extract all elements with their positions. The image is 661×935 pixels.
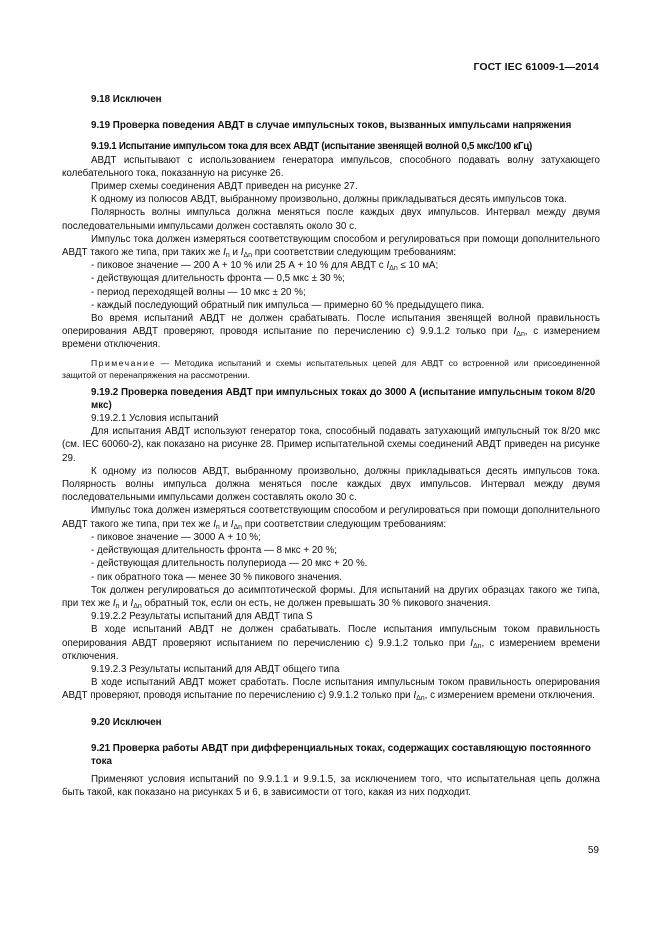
list-item: - действующая длительность фронта — 0,5 мкс ± 30 %;	[91, 273, 345, 285]
section-9-19-2-heading: 9.19.2 Проверка поведения АВДТ при импульсных токах до 3000 А (испытание импульсным током 8/20 мкс)	[91, 386, 596, 411]
paragraph: Применяют условия испытаний по 9.9.1.1 и 9.9.1.5, за исключением того, что испытательная цепь должна быть такой, как показано на рисунках 5 и 6, в зависимости от того, какая из них подходит.	[62, 774, 600, 799]
note-label: Примечание	[91, 357, 156, 368]
section-9-18-heading: 9.18 Исключен	[91, 94, 162, 105]
list-item: - пик обратного тока — менее 30 % пикового значения.	[91, 571, 342, 583]
note: Примечание — Методика испытаний и схемы испытательных цепей для АВДТ со встроенной или присоединенной защитой от перенапряжения на рассмотрении.	[62, 357, 600, 380]
document-body	[62, 93, 600, 800]
page-number: 59	[587, 845, 599, 856]
list-item: - пиковое значение — 3000 А + 10 %;	[91, 531, 261, 543]
subsection-heading: 9.19.2.2 Результаты испытаний для АВДТ типа S	[91, 611, 313, 623]
subsection-heading: 9.19.2.1 Условия испытаний	[91, 413, 219, 425]
paragraph: Полярность волны импульса должна меняться после каждых двух импульсов. Интервал между двумя последовательными импульсами должен составлять около 30 с.	[62, 207, 600, 232]
paragraph: В ходе испытаний АВДТ не должен срабатывать. После испытания импульсным током правильность оперирования АВДТ проверяют испытанием по перечислению c) 9.9.1.2 только при $I_{\Delta n}$, с измерением времени отключения.	[62, 624, 600, 662]
subsection-heading: 9.19.2.3 Результаты испытаний для АВДТ общего типа	[91, 663, 340, 675]
paragraph: АВДТ испытывают с использованием генератора импульсов, способного подавать волну затухающего колебательного тока, показанную на рисунке 26.	[62, 154, 600, 179]
paragraph: Ток должен регулироваться до асимптотической формы. Для испытаний на других образцах такого же типа, при тех же $I_n$ и $I_{\Delta n}$ обратный ток, если он есть, не должен превышать 30 % пикового значения.	[62, 584, 600, 610]
list-item: - пиковое значение — 200 А + 10 % или 25 А + 10 % для АВДТ с $I_{\Delta n} \le 10$ мА;	[91, 260, 439, 273]
list-item: - действующая длительность полупериода — 20 мкс + 20 %.	[91, 558, 368, 570]
section-9-20-heading: 9.20 Исключен	[91, 716, 162, 728]
document-header: ГОСТ IEC 61009-1—2014	[473, 61, 599, 73]
section-9-19-heading: 9.19 Проверка поведения АВДТ в случае импульсных токов, вызванных импульсами напряжения	[91, 120, 572, 132]
paragraph: К одному из полюсов АВДТ, выбранному произвольно, должны прикладываться десять импульсов тока. Полярность волны импульса должна меняться после каждых двух импульсов. Интервал между двумя последовательными импульсами должен составлять около 30 с.	[62, 465, 600, 504]
paragraph: Во время испытаний АВДТ не должен срабатывать. После испытания звенящей волной правильность оперирования АВДТ проверяют, проводя испытание по перечислению c) 9.9.1.2 только при $I_{\Delta n}$, с измерением времени отключения.	[62, 313, 600, 351]
list-item: - действующая длительность фронта — 8 мкс + 20 %;	[91, 545, 337, 557]
paragraph: Импульс тока должен измеряться соответствующим способом и регулироваться при помощи дополнительного АВДТ такого же типа, при таких же $I_n$ и $I_{\Delta n}$ при соответствии следующим требованиям:	[62, 233, 600, 260]
section-9-21-heading: 9.21 Проверка работы АВДТ при дифференциальных токах, содержащих составляющую постоянного тока	[91, 742, 591, 767]
paragraph: Для испытания АВДТ используют генератор тока, способный подавать затухающий импульсный ток 8/20 мкс (см. IEC 60060-2), как показано на рисунке 28. Пример испытательной схемы соединений АВДТ приведен на рисунке 29.	[62, 426, 600, 464]
paragraph: Пример схемы соединения АВДТ приведен на рисунке 27.	[91, 181, 358, 193]
list-item: - период переходящей волны — 10 мкс ± 20 %;	[91, 286, 306, 298]
section-9-19-1-heading: 9.19.1 Испытание импульсом тока для всех АВДТ (испытание звенящей волной 0,5 мкс/100 кГц)	[91, 141, 532, 153]
paragraph: К одному из полюсов АВДТ, выбранному произвольно, должны прикладываться десять импульсов тока.	[91, 194, 567, 206]
paragraph: В ходе испытаний АВДТ может сработать. После испытания импульсным током правильность оперирования АВДТ проверяют, проводя испытание по перечислению c) 9.9.1.2 только при $I_{\Delta n}$, с измерением времени отключения.	[62, 677, 600, 703]
paragraph: Импульс тока должен измеряться соответствующим способом и регулироваться при помощи дополнительного АВДТ такого же типа, при тех же $I_n$ и $I_{\Delta n}$ при соответствии следующим требованиям:	[62, 505, 600, 531]
list-item: - каждый последующий обратный пик импульса — примерно 60 % предыдущего пика.	[91, 299, 485, 311]
